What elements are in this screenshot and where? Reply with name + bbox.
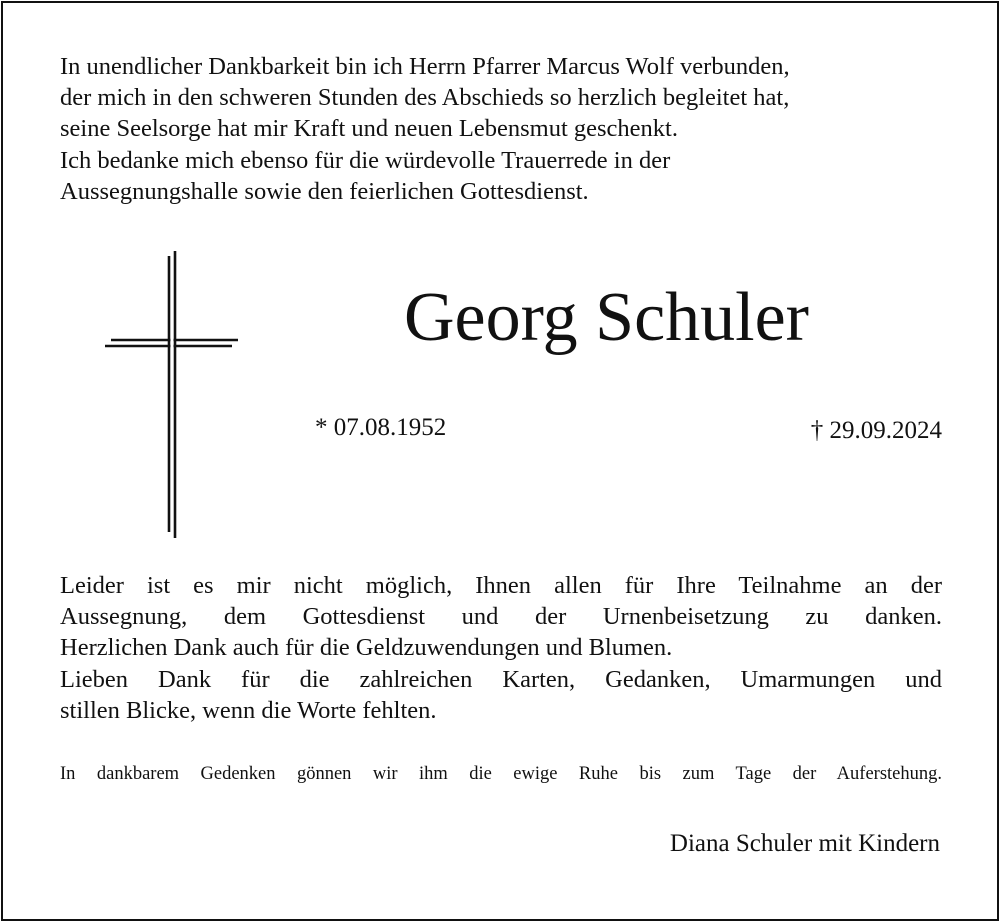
signature: Diana Schuler mit Kindern [669,830,940,857]
closing-line: In dankbarem Gedenken gönnen wir ihm die ewige Ruhe bis zum Tage der Auferstehung. [60,764,942,784]
thanks-line: Herzlichen Dank auch für die Geldzuwendungen und Blumen. [60,634,673,662]
intro-line: Aussegnungshalle sowie den feierlichen Gottesdienst. [60,177,589,205]
thanks-paragraph [60,570,942,726]
intro-line: seine Seelsorge hat mir Kraft und neuen Lebensmut geschenkt. [60,115,678,143]
thanks-line: Lieben Dank für die zahlreichen Karten, Gedanken, Umarmungen und [60,665,942,693]
intro-line: Ich bedanke mich ebenso für die würdevolle Trauerrede in der [60,146,671,174]
intro-paragraph [60,51,942,207]
thanks-line: Leider ist es mir nicht möglich, Ihnen allen für Ihre Teilnahme an der [60,572,942,599]
intro-line: der mich in den schweren Stunden des Abschieds so herzlich begleitet hat, [60,84,790,112]
intro-line: In unendlicher Dankbarkeit bin ich Herrn Pfarrer Marcus Wolf verbunden, [60,53,790,80]
thanks-line: Aussegnung, dem Gottesdienst und der Urnenbeisetzung zu danken. [60,603,942,631]
cross-icon [100,245,250,545]
birth-date: * 07.08.1952 [315,414,447,441]
deceased-name: Georg Schuler [404,279,809,356]
thanks-line: stillen Blicke, wenn die Worte fehlten. [60,696,437,724]
death-date: † 29.09.2024 [810,417,942,444]
